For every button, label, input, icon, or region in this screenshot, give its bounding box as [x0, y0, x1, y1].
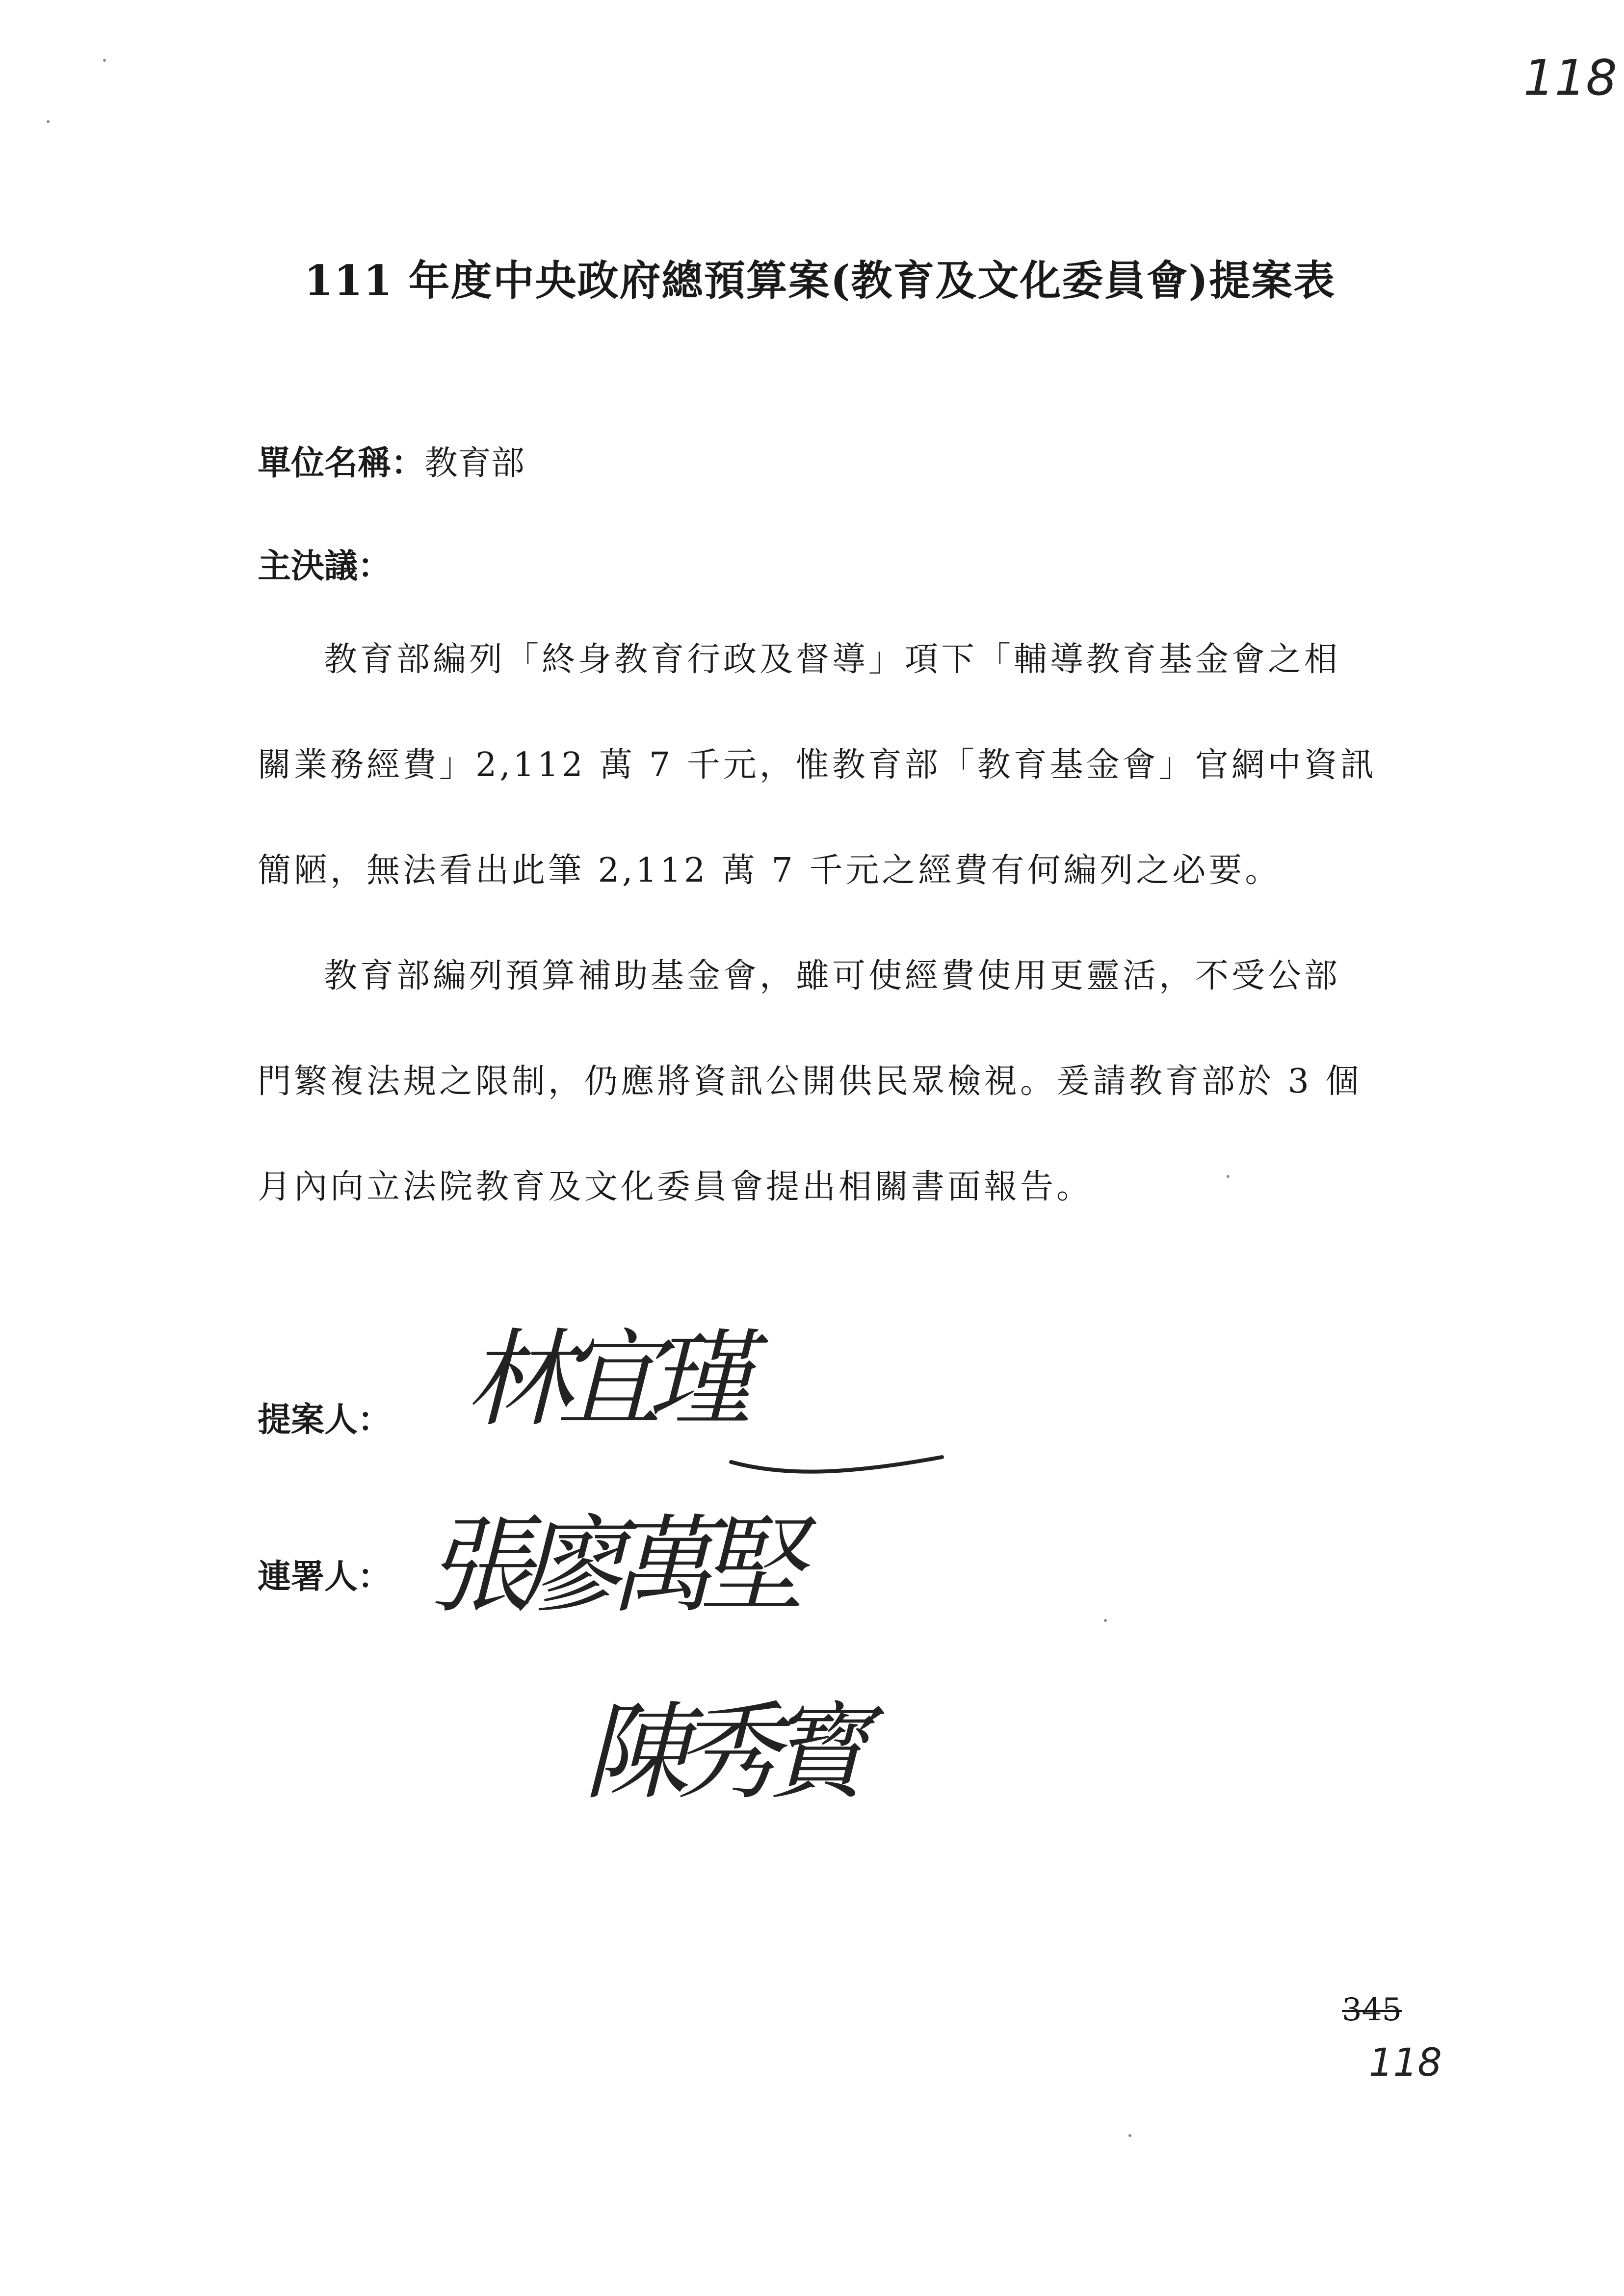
scan-speck: [1227, 1175, 1230, 1178]
proposer-signature: 林宜瑾: [466, 1318, 738, 1441]
scan-speck: [1128, 2134, 1131, 2137]
paragraph-1-line-3: 簡陋，無法看出此筆 2,112 萬 7 千元之經費有何編列之必要。: [258, 851, 1282, 890]
cosigner-signature-2: 陳秀寳: [584, 1691, 856, 1814]
document-title: 111 年度中央政府總預算案(教育及文化委員會)提案表: [304, 256, 1336, 305]
unit-value: 教育部: [424, 444, 525, 483]
cosigner-label: 連署人：: [258, 1557, 392, 1596]
paragraph-1-line-2: 關業務經費」2,112 萬 7 千元，惟教育部「教育基金會」官網中資訊: [258, 746, 1377, 784]
page-number-crossed: 345: [1342, 1992, 1402, 2028]
scan-speck: [1104, 1619, 1107, 1622]
paragraph-2-line-1: 教育部編列預算補助基金會，雖可使經費使用更靈活，不受公部: [324, 957, 1341, 995]
unit-label: 單位名稱：: [258, 444, 425, 483]
paragraph-2-line-3: 月內向立法院教育及文化委員會提出相關書面報告。: [258, 1168, 1093, 1206]
unit-row: [258, 437, 524, 484]
paragraph-1-line-1: 教育部編列「終身教育行政及督導」項下「輔導教育基金會之相: [324, 640, 1341, 679]
paragraph-2-line-2: 門繁複法規之限制，仍應將資訊公開供民眾檢視。爰請教育部於 3 個: [258, 1062, 1362, 1101]
resolution-label: 主決議：: [258, 547, 392, 586]
cosigner-signature-1: 張廖萬堅: [427, 1504, 790, 1627]
handwritten-page-number-top: 118: [1523, 49, 1617, 106]
proposer-label: 提案人：: [258, 1400, 392, 1439]
handwritten-page-number-bottom: 118: [1369, 2041, 1442, 2085]
scan-speck: [103, 59, 106, 62]
scan-speck: [47, 120, 50, 123]
signature-flourish-icon: [726, 1418, 952, 1482]
